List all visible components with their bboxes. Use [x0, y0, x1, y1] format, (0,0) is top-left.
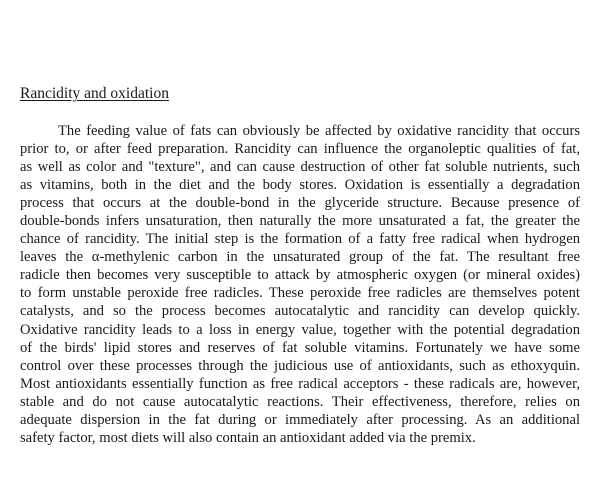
paragraph-line: process that occurs at the double-bond in the glyceride structure. Because presence of	[20, 195, 580, 212]
paragraph-line: radicle then becomes very susceptible to attack by atmospheric oxygen (or mineral oxides)	[20, 267, 580, 284]
paragraph-line: adequate dispersion in the fat during or immediately after processing. As an additional	[20, 411, 580, 428]
paragraph-line: as well as color and "texture", and can cause destruction of other fat soluble nutrients, such	[20, 159, 580, 176]
paragraph-line: safety factor, most diets will also contain an antioxidant added via the premix.	[20, 429, 476, 446]
paragraph-line: as vitamins, both in the diet and the body stores. Oxidation is essentially a degradation	[20, 177, 580, 194]
paragraph-line: stable and do not cause autocatalytic reactions. Their effectiveness, therefore, relies on	[20, 393, 580, 410]
paragraph-line: Most antioxidants essentially function as free radical acceptors - these radicals are, however,	[20, 375, 580, 392]
paragraph-line: chance of rancidity. The initial step is the formation of a fatty free radical when hydrogen	[20, 231, 580, 248]
paragraph-line: double-bonds infers unsaturation, then naturally the more unsaturated a fat, the greater the	[20, 213, 580, 230]
paragraph-line: control over these processes through the judicious use of antioxidants, such as ethoxyquin.	[20, 357, 580, 374]
paragraph-line: prior to, or after feed preparation. Rancidity can influence the organoleptic qualities of fat,	[20, 141, 580, 158]
paragraph-line: The feeding value of fats can obviously be affected by oxidative rancidity that occurs	[58, 123, 580, 139]
paragraph-line: of the birds' lipid stores and reserves of fat soluble vitamins. Fortunately we have some	[20, 339, 580, 356]
paragraph-line: to form unstable peroxide free radicles. These peroxide free radicles are themselves potent	[20, 285, 580, 302]
paragraph-line: Oxidative rancidity leads to a loss in energy value, together with the potential degradation	[20, 321, 580, 338]
paragraph-line: leaves the α-methylenic carbon in the unsaturated group of the fat. The resultant free	[20, 249, 580, 266]
section-heading: Rancidity and oxidation	[20, 85, 169, 102]
paragraph-line: catalysts, and so the process becomes autocatalytic and rancidity can develop quickly.	[20, 303, 580, 320]
body-paragraph	[20, 122, 580, 447]
